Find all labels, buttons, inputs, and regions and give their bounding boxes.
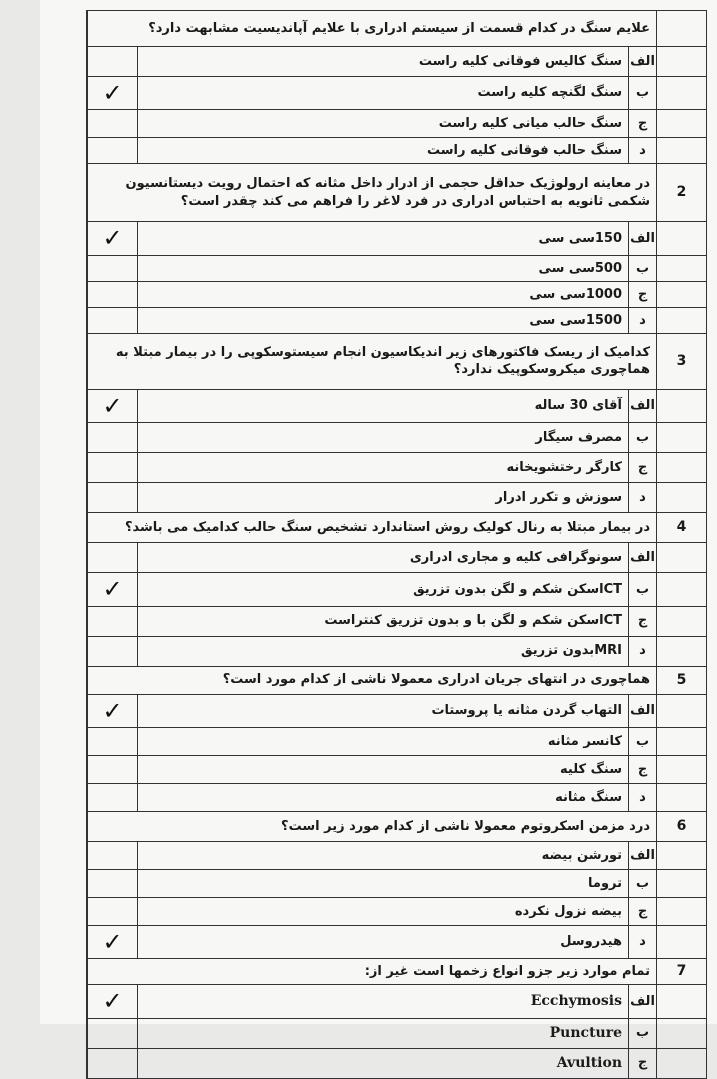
- option-text: 1500سی سی: [138, 307, 629, 333]
- question-text: هماچوری در انتهای جریان ادراری معمولا ناشی از کدام مورد است؟: [88, 666, 657, 694]
- question-number: 6: [657, 811, 707, 841]
- option-label: ج: [629, 110, 657, 138]
- option-text: تروما: [138, 869, 629, 897]
- check-mark-icon: ✓: [88, 573, 138, 606]
- option-text: سنگ حالب فوقانی کلیه راست: [138, 138, 629, 164]
- option-text: 500سی سی: [138, 255, 629, 281]
- question-number: 3: [657, 333, 707, 389]
- option-label: ج: [629, 755, 657, 783]
- option-text: سنگ حالب میانی کلیه راست: [138, 110, 629, 138]
- option-text: سنگ کالیس فوقانی کلیه راست: [138, 47, 629, 77]
- question-text: در بیمار مبتلا به رنال کولیک روش استاندارد تشخیص سنگ حالب کدامیک می باشد؟: [88, 513, 657, 543]
- option-label: د: [629, 783, 657, 811]
- question-number: [657, 11, 707, 47]
- option-label: ب: [629, 423, 657, 453]
- option-text: CTاسکن شکم و لگن بدون تزریق: [138, 573, 629, 606]
- option-label: ج: [629, 606, 657, 636]
- option-text: سنگ لگنچه کلیه راست: [138, 77, 629, 110]
- option-text: سنگ کلیه: [138, 755, 629, 783]
- option-label: ج: [629, 1048, 657, 1078]
- option-text: Avultion: [138, 1048, 629, 1078]
- option-label: الف: [629, 47, 657, 77]
- option-label: ب: [629, 727, 657, 755]
- option-label: ب: [629, 255, 657, 281]
- option-text: مصرف سیگار: [138, 423, 629, 453]
- question-number: 7: [657, 959, 707, 985]
- option-label: الف: [629, 389, 657, 422]
- option-label: ج: [629, 453, 657, 483]
- option-label: ب: [629, 77, 657, 110]
- option-label: ب: [629, 1018, 657, 1048]
- option-text: 1000سی سی: [138, 281, 629, 307]
- option-label: الف: [629, 841, 657, 869]
- question-text: درد مزمن اسکروتوم معمولا ناشی از کدام مورد زیر است؟: [88, 811, 657, 841]
- option-label: الف: [629, 543, 657, 573]
- option-label: ج: [629, 897, 657, 925]
- option-text: هیدروسل: [138, 925, 629, 958]
- option-label: د: [629, 483, 657, 513]
- option-label: الف: [629, 985, 657, 1018]
- questions-table: [87, 10, 707, 1079]
- check-mark-icon: ✓: [88, 985, 138, 1018]
- option-label: ج: [629, 281, 657, 307]
- option-label: ب: [629, 573, 657, 606]
- option-label: ب: [629, 869, 657, 897]
- option-label: د: [629, 925, 657, 958]
- check-mark-icon: ✓: [88, 925, 138, 958]
- question-text: کدامیک از ریسک فاکتورهای زیر اندیکاسیون انجام سیستوسکوپی را در بیمار مبتلا به هماچوری میکروسکوپیک ندارد؟: [88, 333, 657, 389]
- option-text: سوزش و تکرر ادرار: [138, 483, 629, 513]
- option-label: الف: [629, 222, 657, 255]
- option-text: التهاب گردن مثانه یا پروستات: [138, 694, 629, 727]
- option-text: سنگ مثانه: [138, 783, 629, 811]
- option-text: CTاسکن شکم و لگن با و بدون تزریق کنتراست: [138, 606, 629, 636]
- question-text: در معاینه ارولوژیک حداقل حجمی از ادرار داخل مثانه که احتمال رویت دیستانسیون شکمی ثانویه به احتباس ادراری در فرد لاغر را فراهم می کند چقدر است؟: [88, 164, 657, 222]
- question-number: 2: [657, 164, 707, 222]
- option-label: الف: [629, 694, 657, 727]
- question-number: 5: [657, 666, 707, 694]
- option-text: Ecchymosis: [138, 985, 629, 1018]
- option-text: سونوگرافی کلیه و مجاری ادراری: [138, 543, 629, 573]
- check-mark-icon: ✓: [88, 694, 138, 727]
- option-text: تورشن بیضه: [138, 841, 629, 869]
- option-text: Puncture: [138, 1018, 629, 1048]
- option-text: 150سی سی: [138, 222, 629, 255]
- option-text: کارگر رختشویخانه: [138, 453, 629, 483]
- option-label: د: [629, 307, 657, 333]
- option-text: کانسر مثانه: [138, 727, 629, 755]
- question-number: 4: [657, 513, 707, 543]
- check-mark-icon: ✓: [88, 222, 138, 255]
- option-label: د: [629, 636, 657, 666]
- question-text: علایم سنگ در کدام قسمت از سیستم ادراری با علایم آپاندیسیت مشابهت دارد؟: [88, 11, 657, 47]
- option-text: بیضه نزول نکرده: [138, 897, 629, 925]
- option-label: د: [629, 138, 657, 164]
- option-text: آقای 30 ساله: [138, 389, 629, 422]
- option-text: MRIبدون تزریق: [138, 636, 629, 666]
- check-mark-icon: ✓: [88, 389, 138, 422]
- question-text: تمام موارد زیر جزو انواع زخمها است غیر از:: [88, 959, 657, 985]
- check-mark-icon: ✓: [88, 77, 138, 110]
- exam-sheet: [86, 10, 707, 1079]
